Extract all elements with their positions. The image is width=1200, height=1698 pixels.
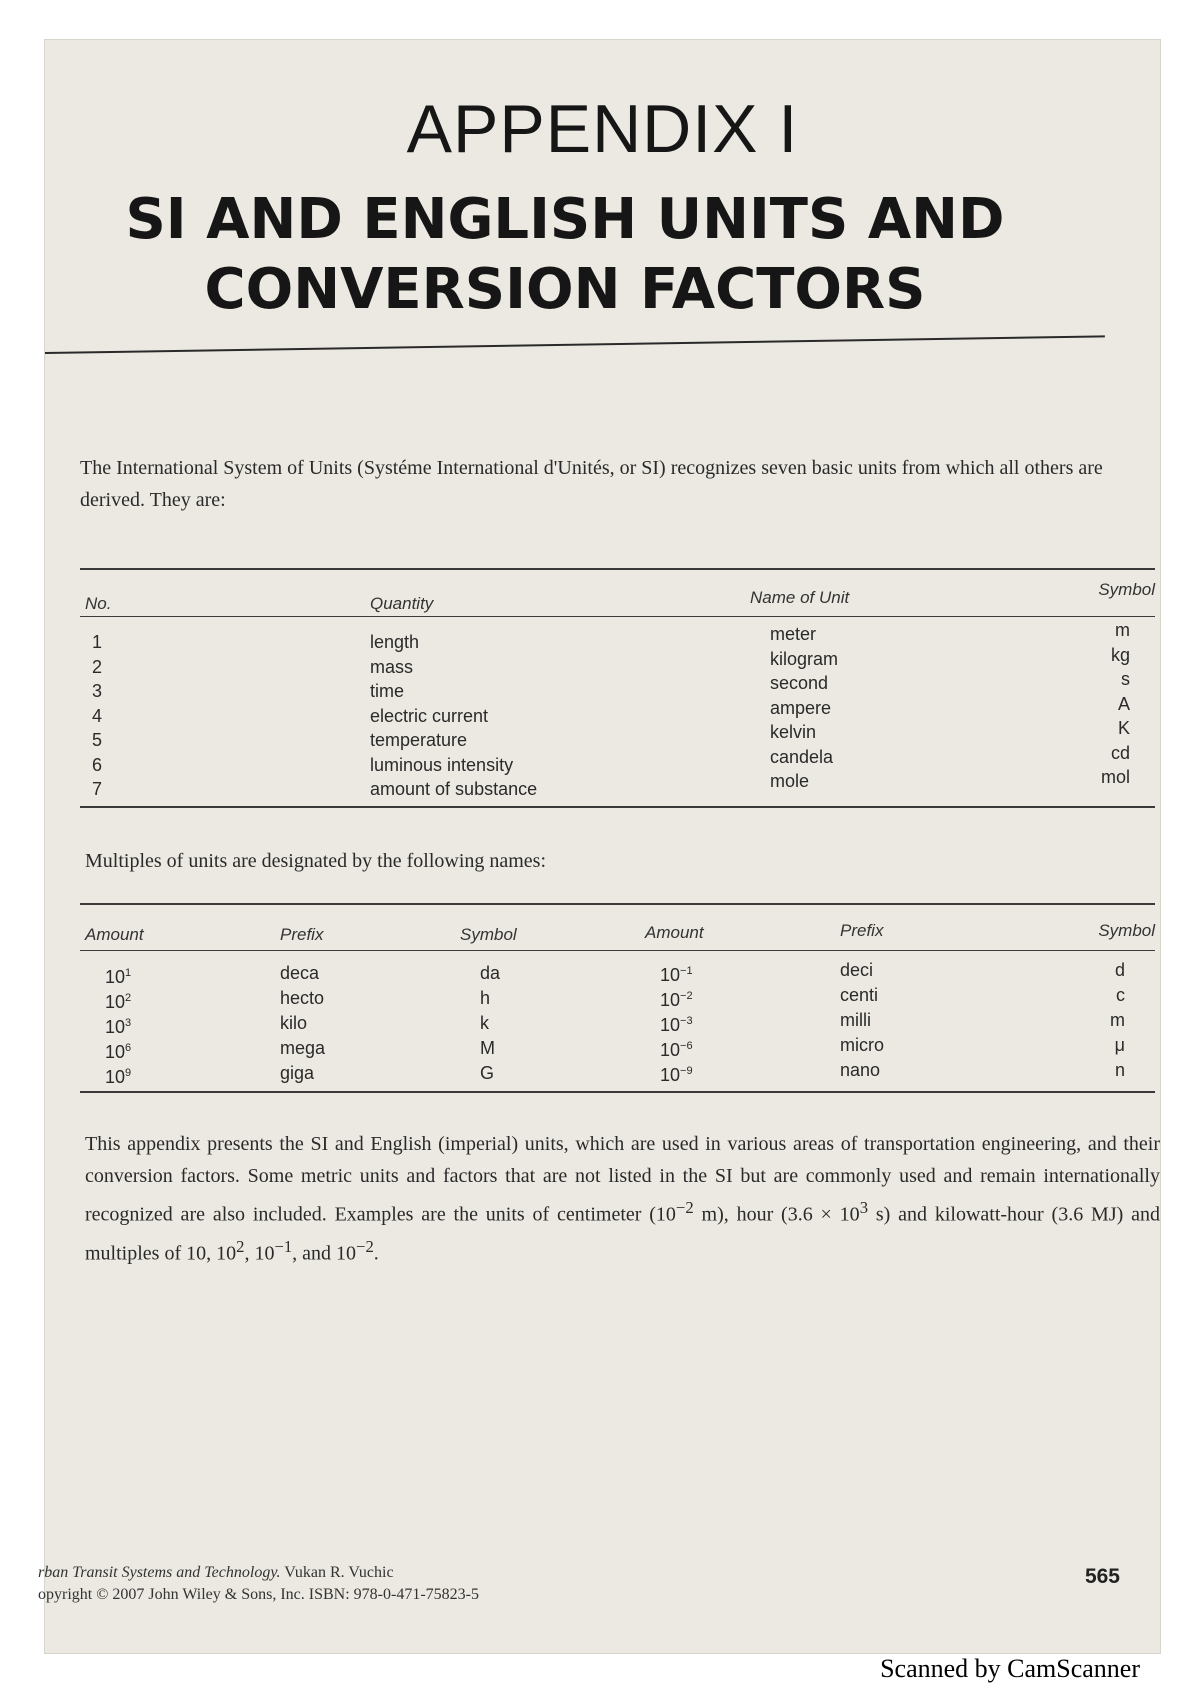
exponent: −1: [274, 1236, 293, 1256]
row-quantity: luminous intensity: [370, 754, 514, 775]
power-exponent: 1: [125, 967, 132, 979]
header-symbol: Symbol: [460, 925, 517, 944]
citation-line-2: opyright © 2007 John Wiley & Sons, Inc. ISBN: 978-0-471-75823-5: [38, 1586, 479, 1603]
power-base: 10: [105, 992, 126, 1012]
row-symbol: K: [1117, 718, 1130, 738]
body-text-part: , and 10: [292, 1242, 357, 1265]
header-symbol: Symbol: [1098, 580, 1155, 599]
title-divider: [45, 335, 1105, 354]
row-symbol: s: [1121, 669, 1130, 689]
row-unit-name: second: [770, 673, 829, 693]
multiples-intro: Multiples of units are designated by the following names:: [85, 850, 547, 872]
power-exponent: −9: [680, 1065, 693, 1077]
row-symbol: cd: [1110, 742, 1130, 763]
row-unit-name: ampere: [770, 697, 832, 718]
base-units-table: [80, 568, 1155, 813]
row-prefix-negative: micro: [840, 1035, 884, 1055]
row-quantity: electric current: [370, 705, 489, 726]
row-amount: [105, 961, 131, 989]
row-symbol: k: [480, 1013, 489, 1033]
power-exponent: −2: [680, 990, 693, 1002]
exponent: 2: [236, 1236, 245, 1256]
row-symbol: A: [1117, 693, 1130, 714]
header-prefix-negative: Prefix: [840, 921, 884, 940]
body-paragraph: [85, 1128, 1160, 1269]
row-amount: [105, 1036, 131, 1064]
header-amount: Amount: [85, 925, 144, 944]
row-number: 3: [92, 681, 103, 701]
row-amount-negative: [660, 959, 693, 987]
row-unit-name: candela: [770, 746, 834, 767]
row-quantity: mass: [370, 656, 414, 677]
power-exponent: 2: [125, 992, 132, 1004]
power-base: 10: [105, 1042, 126, 1062]
power-base: 10: [660, 1065, 681, 1085]
row-number: 5: [92, 730, 103, 750]
row-amount-negative: [660, 1009, 693, 1037]
exponent: −2: [356, 1236, 374, 1256]
power-exponent: −1: [680, 965, 693, 977]
row-quantity: length: [370, 632, 420, 652]
row-prefix-negative: nano: [840, 1060, 881, 1080]
row-number: 1: [92, 632, 103, 652]
table-top-rule: [80, 568, 1155, 570]
row-prefix: giga: [280, 1063, 315, 1083]
row-prefix-negative: deci: [840, 960, 874, 980]
book-citation: [38, 1562, 479, 1606]
prefix-table: [80, 903, 1155, 1103]
header-no: No.: [85, 594, 112, 613]
row-amount: [105, 986, 131, 1014]
row-symbol-negative: d: [1114, 960, 1125, 980]
power-base: 10: [660, 965, 681, 985]
row-symbol-negative: m: [1110, 1010, 1125, 1030]
row-quantity: temperature: [370, 730, 468, 750]
table-bottom-rule: [80, 1091, 1155, 1093]
citation-line-1: [38, 1562, 479, 1584]
row-prefix: hecto: [280, 988, 325, 1008]
row-amount: [105, 1061, 131, 1089]
row-symbol: m: [1115, 620, 1130, 640]
appendix-label: APPENDIX I: [406, 91, 799, 167]
row-symbol: M: [480, 1038, 495, 1058]
book-author: Vukan R. Vuchic: [280, 1564, 394, 1581]
intro-paragraph: The International System of Units (Systéme International d'Unités, or SI) recognizes seven basic units from which all others are derived. They are:: [80, 457, 1103, 511]
row-unit-name: kelvin: [770, 722, 817, 742]
row-number: 2: [92, 656, 103, 677]
title-line-2: CONVERSION FACTORS: [204, 257, 926, 322]
page-title: [65, 185, 1065, 325]
power-exponent: 3: [125, 1017, 132, 1029]
power-base: 10: [660, 990, 681, 1010]
row-symbol: h: [480, 988, 491, 1008]
row-prefix-negative: milli: [840, 1010, 871, 1030]
scanner-watermark: Scanned by CamScanner: [880, 1654, 1140, 1683]
power-base: 10: [660, 1015, 681, 1035]
row-number: 6: [92, 754, 103, 775]
body-text-part: , 10: [244, 1242, 275, 1265]
row-number: 4: [92, 705, 103, 726]
body-text-part: .: [373, 1242, 379, 1265]
row-symbol-negative: c: [1116, 985, 1125, 1005]
power-base: 10: [105, 967, 126, 987]
row-amount: [105, 1011, 131, 1039]
row-symbol: kg: [1110, 644, 1130, 665]
row-amount-negative: [660, 984, 693, 1012]
row-quantity: time: [370, 681, 405, 701]
page-number: 565: [1084, 1565, 1120, 1588]
table-bottom-rule: [80, 806, 1155, 808]
row-symbol: da: [480, 963, 501, 983]
row-unit-name: kilogram: [770, 648, 839, 669]
table-header-rule: [80, 616, 1155, 617]
power-base: 10: [105, 1017, 126, 1037]
row-unit-name: meter: [770, 624, 817, 644]
power-exponent: −6: [680, 1040, 693, 1052]
row-prefix: kilo: [280, 1013, 308, 1033]
row-number: 7: [92, 779, 103, 799]
row-symbol: G: [480, 1063, 495, 1083]
power-exponent: 9: [125, 1067, 132, 1079]
row-prefix-negative: centi: [840, 985, 879, 1005]
row-symbol: mol: [1100, 767, 1130, 787]
body-text-part: This appendix presents the SI and English (imperial) units, which are used in various areas of transportation engineering, and their conversion factors. Some metric units and factors that are not listed in the SI but are commonly used and remain internationally recognized are also included. Examples are the units of centimeter (10: [85, 1133, 1160, 1226]
title-line-1: SI AND ENGLISH UNITS AND: [125, 187, 1005, 252]
row-prefix: mega: [280, 1038, 326, 1058]
body-text-part: m), hour (3.6 × 10: [693, 1203, 860, 1226]
table-header-rule: [80, 950, 1155, 951]
table-top-rule: [80, 903, 1155, 905]
scanned-page: [38, 40, 1160, 1653]
row-amount-negative: [660, 1034, 693, 1062]
book-title: rban Transit Systems and Technology.: [38, 1564, 281, 1581]
row-prefix: deca: [280, 963, 320, 983]
header-unit-name: Name of Unit: [750, 588, 850, 607]
power-base: 10: [660, 1040, 681, 1060]
power-exponent: −3: [680, 1015, 693, 1027]
header-symbol-negative: Symbol: [1098, 921, 1155, 940]
row-quantity: amount of substance: [370, 779, 538, 799]
header-amount-negative: Amount: [645, 923, 704, 942]
row-amount-negative: [660, 1059, 693, 1087]
row-symbol-negative: n: [1114, 1060, 1125, 1080]
header-quantity: Quantity: [370, 594, 434, 613]
body-text-part: s) and kilowatt-hour (3.6 MJ) and multiples of 10, 10: [85, 1203, 1160, 1265]
row-symbol-negative: μ: [1114, 1035, 1125, 1055]
exponent: 3: [859, 1198, 869, 1217]
row-unit-name: mole: [770, 771, 810, 791]
header-prefix: Prefix: [280, 925, 324, 944]
exponent: −2: [675, 1198, 694, 1217]
power-exponent: 6: [125, 1042, 132, 1054]
power-base: 10: [105, 1067, 126, 1087]
